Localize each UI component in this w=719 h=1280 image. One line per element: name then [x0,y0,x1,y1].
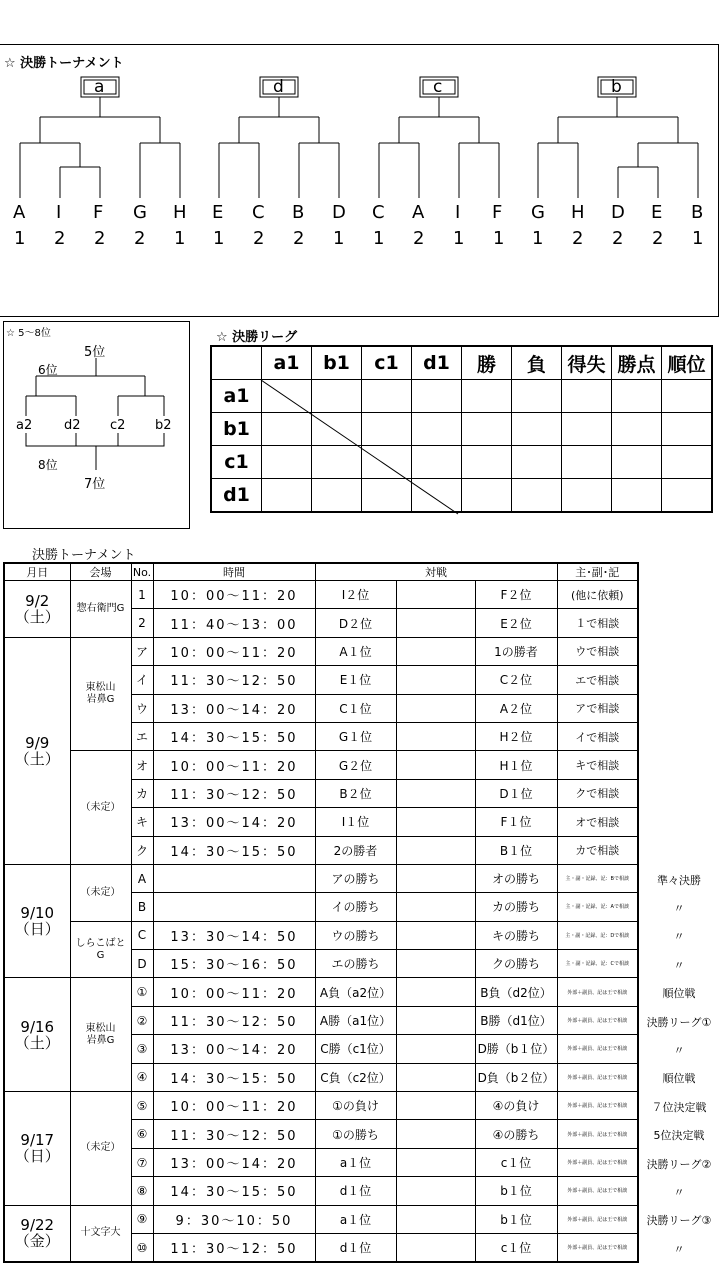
date-day: 9/2 [25,591,50,610]
referee: 主・副・記録、記：Dで相談 [557,921,638,949]
team-letter: D [332,202,346,223]
group-b-label: b [611,77,622,97]
league-header: d1 [412,346,462,380]
referee: カで相談 [557,836,638,864]
referee: エで相談 [557,666,638,694]
venue-line: しらこばと [75,937,126,949]
match-no: B [131,893,153,921]
away-team: c１位 [475,1148,557,1176]
home-team: A負（a2位） [315,978,396,1006]
row-note: 準々決勝 [657,873,701,887]
rank-a2: a2 [16,418,33,433]
match-time: 15：30～16：50 [153,950,315,978]
col-match: 対戦 [315,563,557,581]
match-time: 11：30～12：50 [153,1120,315,1148]
home-team: エの勝ち [315,950,396,978]
home-team: イの勝ち [315,893,396,921]
away-team: b１位 [475,1205,557,1233]
home-team: E１位 [315,666,396,694]
row-note: 〃 [673,1043,685,1057]
vs-blank [396,1148,475,1176]
away-team: B１位 [475,836,557,864]
venue-cell [70,921,131,978]
team-rank: 2 [134,228,146,249]
team-letter: H [173,202,187,223]
date-weekday: （日） [14,1147,60,1166]
team-letter: G [133,202,147,223]
venue-line: G [96,949,105,961]
vs-blank [396,581,475,609]
date-cell [4,1205,70,1262]
referee: ウで相談 [557,637,638,665]
vs-blank [396,921,475,949]
team-letter: E [651,202,663,223]
home-team: B２位 [315,779,396,807]
rank-8th: 8位 [38,458,58,472]
match-no: ⑧ [131,1177,153,1205]
match-no: 2 [131,609,153,637]
venue-cell: 惣右衛門G [70,581,131,638]
venue-cell [70,637,131,751]
referee: 主・副・記録、記：Cで相談 [557,950,638,978]
date-weekday: （日） [14,920,60,939]
vs-blank [396,1063,475,1091]
vs-blank [396,1006,475,1034]
match-time: 14：30～15：50 [153,1063,315,1091]
match-no: オ [131,751,153,779]
league-header: a1 [262,346,312,380]
match-time: 11：40～13：00 [153,609,315,637]
row-note: 5位決定戦 [653,1129,705,1143]
referee: 外部＋副員、記は王で相談 [557,1063,638,1091]
match-time: 9：30～10：50 [153,1205,315,1233]
date-day: 9/22 [20,1216,55,1235]
match-no: C [131,921,153,949]
match-no: イ [131,666,153,694]
vs-blank [396,893,475,921]
referee: キで相談 [557,751,638,779]
match-time: 10：00～11：20 [153,751,315,779]
team-rank: 1 [14,228,26,249]
team-letter: A [412,202,425,223]
match-no: A [131,864,153,892]
schedule-row [4,581,638,609]
away-team: ④の勝ち [475,1120,557,1148]
away-team: B負（d2位） [475,978,557,1006]
team-rank: 2 [54,228,66,249]
date-weekday: （土） [14,1033,60,1052]
group-a-label: a [94,77,105,97]
league-header: 負 [512,346,562,380]
match-no: エ [131,722,153,750]
match-time: 14：30～15：50 [153,1177,315,1205]
vs-blank [396,1120,475,1148]
team-rank: 2 [253,228,265,249]
group-d-label: d [273,77,284,97]
match-time: 13：00～14：20 [153,694,315,722]
vs-blank [396,666,475,694]
match-time [153,864,315,892]
venue-line: 東松山 [85,1022,116,1034]
date-cell [4,978,70,1092]
league-row-label: d1 [211,479,262,513]
away-team: E２位 [475,609,557,637]
match-time: 11：30～12：50 [153,666,315,694]
venue-line: 東松山 [85,682,116,694]
row-note: 〃 [673,901,685,915]
date-weekday: （金） [14,1232,60,1251]
team-letter: F [492,202,503,223]
team-letter: C [372,202,385,223]
team-letter: A [13,202,26,223]
venue-cell: （未定） [70,1092,131,1206]
venue-line: 岩鼻G [86,1034,115,1046]
match-no: ⑩ [131,1233,153,1262]
team-letter: G [531,202,545,223]
rank-d2: d2 [64,418,81,433]
match-no: ⑤ [131,1092,153,1120]
away-team: b１位 [475,1177,557,1205]
rank-5-8-title: ☆ 5～8位 [6,328,51,339]
schedule-row [4,864,638,892]
away-team: c１位 [475,1233,557,1262]
schedule-row [4,978,638,1006]
home-team: アの勝ち [315,864,396,892]
team-letter: C [252,202,265,223]
away-team: A２位 [475,694,557,722]
col-time: 時間 [153,563,315,581]
home-team: a１位 [315,1205,396,1233]
home-team: a１位 [315,1148,396,1176]
referee: 外部＋副員、記は王で相談 [557,1035,638,1063]
schedule-row [4,637,638,665]
home-team: A１位 [315,637,396,665]
referee: 外部＋副員、記は王で相談 [557,1177,638,1205]
row-note: ７位決定戦 [651,1100,707,1114]
match-time: 11：30～12：50 [153,1233,315,1262]
match-no: 1 [131,581,153,609]
home-team: A勝（a1位） [315,1006,396,1034]
home-team: C１位 [315,694,396,722]
match-time [153,893,315,921]
date-cell [4,581,70,638]
match-no: D [131,950,153,978]
away-team: D負（b２位） [475,1063,557,1091]
match-no: ④ [131,1063,153,1091]
team-rank: 1 [692,228,704,249]
away-team: 1の勝者 [475,637,557,665]
match-time: 11：30～12：50 [153,1006,315,1034]
match-time: 13：30～14：50 [153,921,315,949]
home-team: I１位 [315,808,396,836]
team-rank: 1 [213,228,225,249]
match-no: キ [131,808,153,836]
match-time: 13：00～14：20 [153,1148,315,1176]
row-note: 〃 [673,1185,685,1199]
row-note: 順位戦 [662,1072,696,1086]
referee: １で相談 [557,609,638,637]
date-cell [4,637,70,864]
team-letter: E [212,202,224,223]
home-team: ウの勝ち [315,921,396,949]
away-team: クの勝ち [475,950,557,978]
team-letter: I [56,202,62,223]
away-team: ④の負け [475,1092,557,1120]
vs-blank [396,836,475,864]
vs-blank [396,1035,475,1063]
vs-blank [396,722,475,750]
referee: 主・副・記録、記：Aで相談 [557,893,638,921]
row-note: 決勝リーグ② [646,1157,712,1171]
home-team: D２位 [315,609,396,637]
match-no: ③ [131,1035,153,1063]
away-team: カの勝ち [475,893,557,921]
rank-c2: c2 [110,418,126,433]
home-team: d１位 [315,1233,396,1262]
league-diagonal [0,0,719,530]
league-header: 得失 [562,346,612,380]
team-rank: 2 [572,228,584,249]
match-time: 10：00～11：20 [153,978,315,1006]
rank-6th: 6位 [38,363,58,377]
row-note: 決勝リーグ① [646,1015,712,1029]
venue-cell: （未定） [70,751,131,865]
away-team: キの勝ち [475,921,557,949]
row-note: 〃 [673,958,685,972]
team-rank: 1 [333,228,345,249]
team-letter: F [93,202,104,223]
match-no: ⑥ [131,1120,153,1148]
league-header: 勝点 [612,346,662,380]
venue-cell: 十文字大 [70,1205,131,1262]
away-team: オの勝ち [475,864,557,892]
tournament-title: ☆ 決勝トーナメント [4,56,124,71]
referee: 外部＋副員、記は王で相談 [557,1233,638,1262]
away-team: B勝（d1位） [475,1006,557,1034]
col-venue: 会場 [70,563,131,581]
row-note: 〃 [673,930,685,944]
vs-blank [396,694,475,722]
match-time: 10：00～11：20 [153,1092,315,1120]
rank-7th: 7位 [84,477,106,492]
home-team: d１位 [315,1177,396,1205]
team-rank: 2 [652,228,664,249]
date-day: 9/9 [25,733,50,752]
away-team: F２位 [475,581,557,609]
league-row-label: b1 [211,413,262,446]
league-header: 勝 [462,346,512,380]
match-time: 10：00～11：20 [153,581,315,609]
date-day: 9/17 [20,1131,55,1150]
away-team: H１位 [475,751,557,779]
league-title: ☆ 決勝リーグ [216,330,298,345]
vs-blank [396,808,475,836]
referee: (他に依頼) [557,581,638,609]
referee: 外部＋副員、記は王で相談 [557,1205,638,1233]
team-rank: 1 [453,228,465,249]
date-cell [4,864,70,978]
date-day: 9/16 [20,1017,55,1036]
league-header: b1 [312,346,362,380]
venue-line: 岩鼻G [86,694,115,706]
group-c-label: c [433,77,443,97]
match-no: カ [131,779,153,807]
vs-blank [396,1233,475,1262]
team-letter: B [691,202,704,223]
away-team: D１位 [475,779,557,807]
home-team: ①の負け [315,1092,396,1120]
match-time: 14：30～15：50 [153,722,315,750]
match-no: ⑨ [131,1205,153,1233]
match-time: 11：30～12：50 [153,779,315,807]
team-rank: 2 [293,228,305,249]
row-note: 〃 [673,1242,685,1256]
away-team: C２位 [475,666,557,694]
home-team: C勝（c1位） [315,1035,396,1063]
home-team: C負（c2位） [315,1063,396,1091]
venue-cell: （未定） [70,864,131,921]
venue-cell [70,978,131,1092]
away-team: F１位 [475,808,557,836]
row-note: 順位戦 [662,987,696,1001]
team-rank: 2 [94,228,106,249]
schedule-row [4,751,638,779]
referee: 主・副・記録、記：Bで相談 [557,864,638,892]
vs-blank [396,978,475,1006]
league-row-label: c1 [211,446,262,479]
match-no: ウ [131,694,153,722]
date-day: 9/10 [20,904,55,923]
referee: イで相談 [557,722,638,750]
vs-blank [396,637,475,665]
match-no: ② [131,1006,153,1034]
home-team: 2の勝者 [315,836,396,864]
home-team: ①の勝ち [315,1120,396,1148]
away-team: H２位 [475,722,557,750]
schedule-table [3,562,639,1263]
referee: オで相談 [557,808,638,836]
rank-b2: b2 [155,418,172,433]
vs-blank [396,864,475,892]
match-no: ⑦ [131,1148,153,1176]
vs-blank [396,779,475,807]
vs-blank [396,1092,475,1120]
match-time: 13：00～14：20 [153,808,315,836]
match-no: ク [131,836,153,864]
date-weekday: （土） [14,607,60,626]
referee: 外部＋副員、記は王で相談 [557,1120,638,1148]
schedule-row [4,1092,638,1120]
referee: 外部＋副員、記は王で相談 [557,1006,638,1034]
team-rank: 1 [373,228,385,249]
date-weekday: （土） [14,749,60,768]
league-header: 順位 [662,346,713,380]
match-time: 14：30～15：50 [153,836,315,864]
team-rank: 1 [174,228,186,249]
col-no: No. [131,563,153,581]
vs-blank [396,609,475,637]
team-rank: 2 [612,228,624,249]
col-date: 月日 [4,563,70,581]
league-row-label: a1 [211,380,262,413]
team-letter: H [571,202,585,223]
vs-blank [396,751,475,779]
team-rank: 1 [532,228,544,249]
row-note: 決勝リーグ③ [646,1214,712,1228]
home-team: G１位 [315,722,396,750]
match-time: 10：00～11：20 [153,637,315,665]
schedule-row [4,921,638,949]
rank-5th: 5位 [84,345,106,360]
team-letter: D [611,202,625,223]
referee: 外部＋副員、記は王で相談 [557,978,638,1006]
vs-blank [396,1205,475,1233]
vs-blank [396,1177,475,1205]
team-letter: I [455,202,461,223]
league-header: c1 [362,346,412,380]
team-letter: B [292,202,305,223]
match-no: ア [131,637,153,665]
referee: 外部＋副員、記は王で相談 [557,1092,638,1120]
col-ref: 主･副･記 [557,563,638,581]
referee: アで相談 [557,694,638,722]
match-no: ① [131,978,153,1006]
home-team: I２位 [315,581,396,609]
match-time: 13：00～14：20 [153,1035,315,1063]
date-cell [4,1092,70,1206]
schedule-title: 決勝トーナメント [32,548,136,563]
away-team: D勝（b１位） [475,1035,557,1063]
team-rank: 2 [413,228,425,249]
referee: 外部＋副員、記は王で相談 [557,1148,638,1176]
vs-blank [396,950,475,978]
referee: クで相談 [557,779,638,807]
team-rank: 1 [493,228,505,249]
home-team: G２位 [315,751,396,779]
schedule-row [4,1205,638,1233]
